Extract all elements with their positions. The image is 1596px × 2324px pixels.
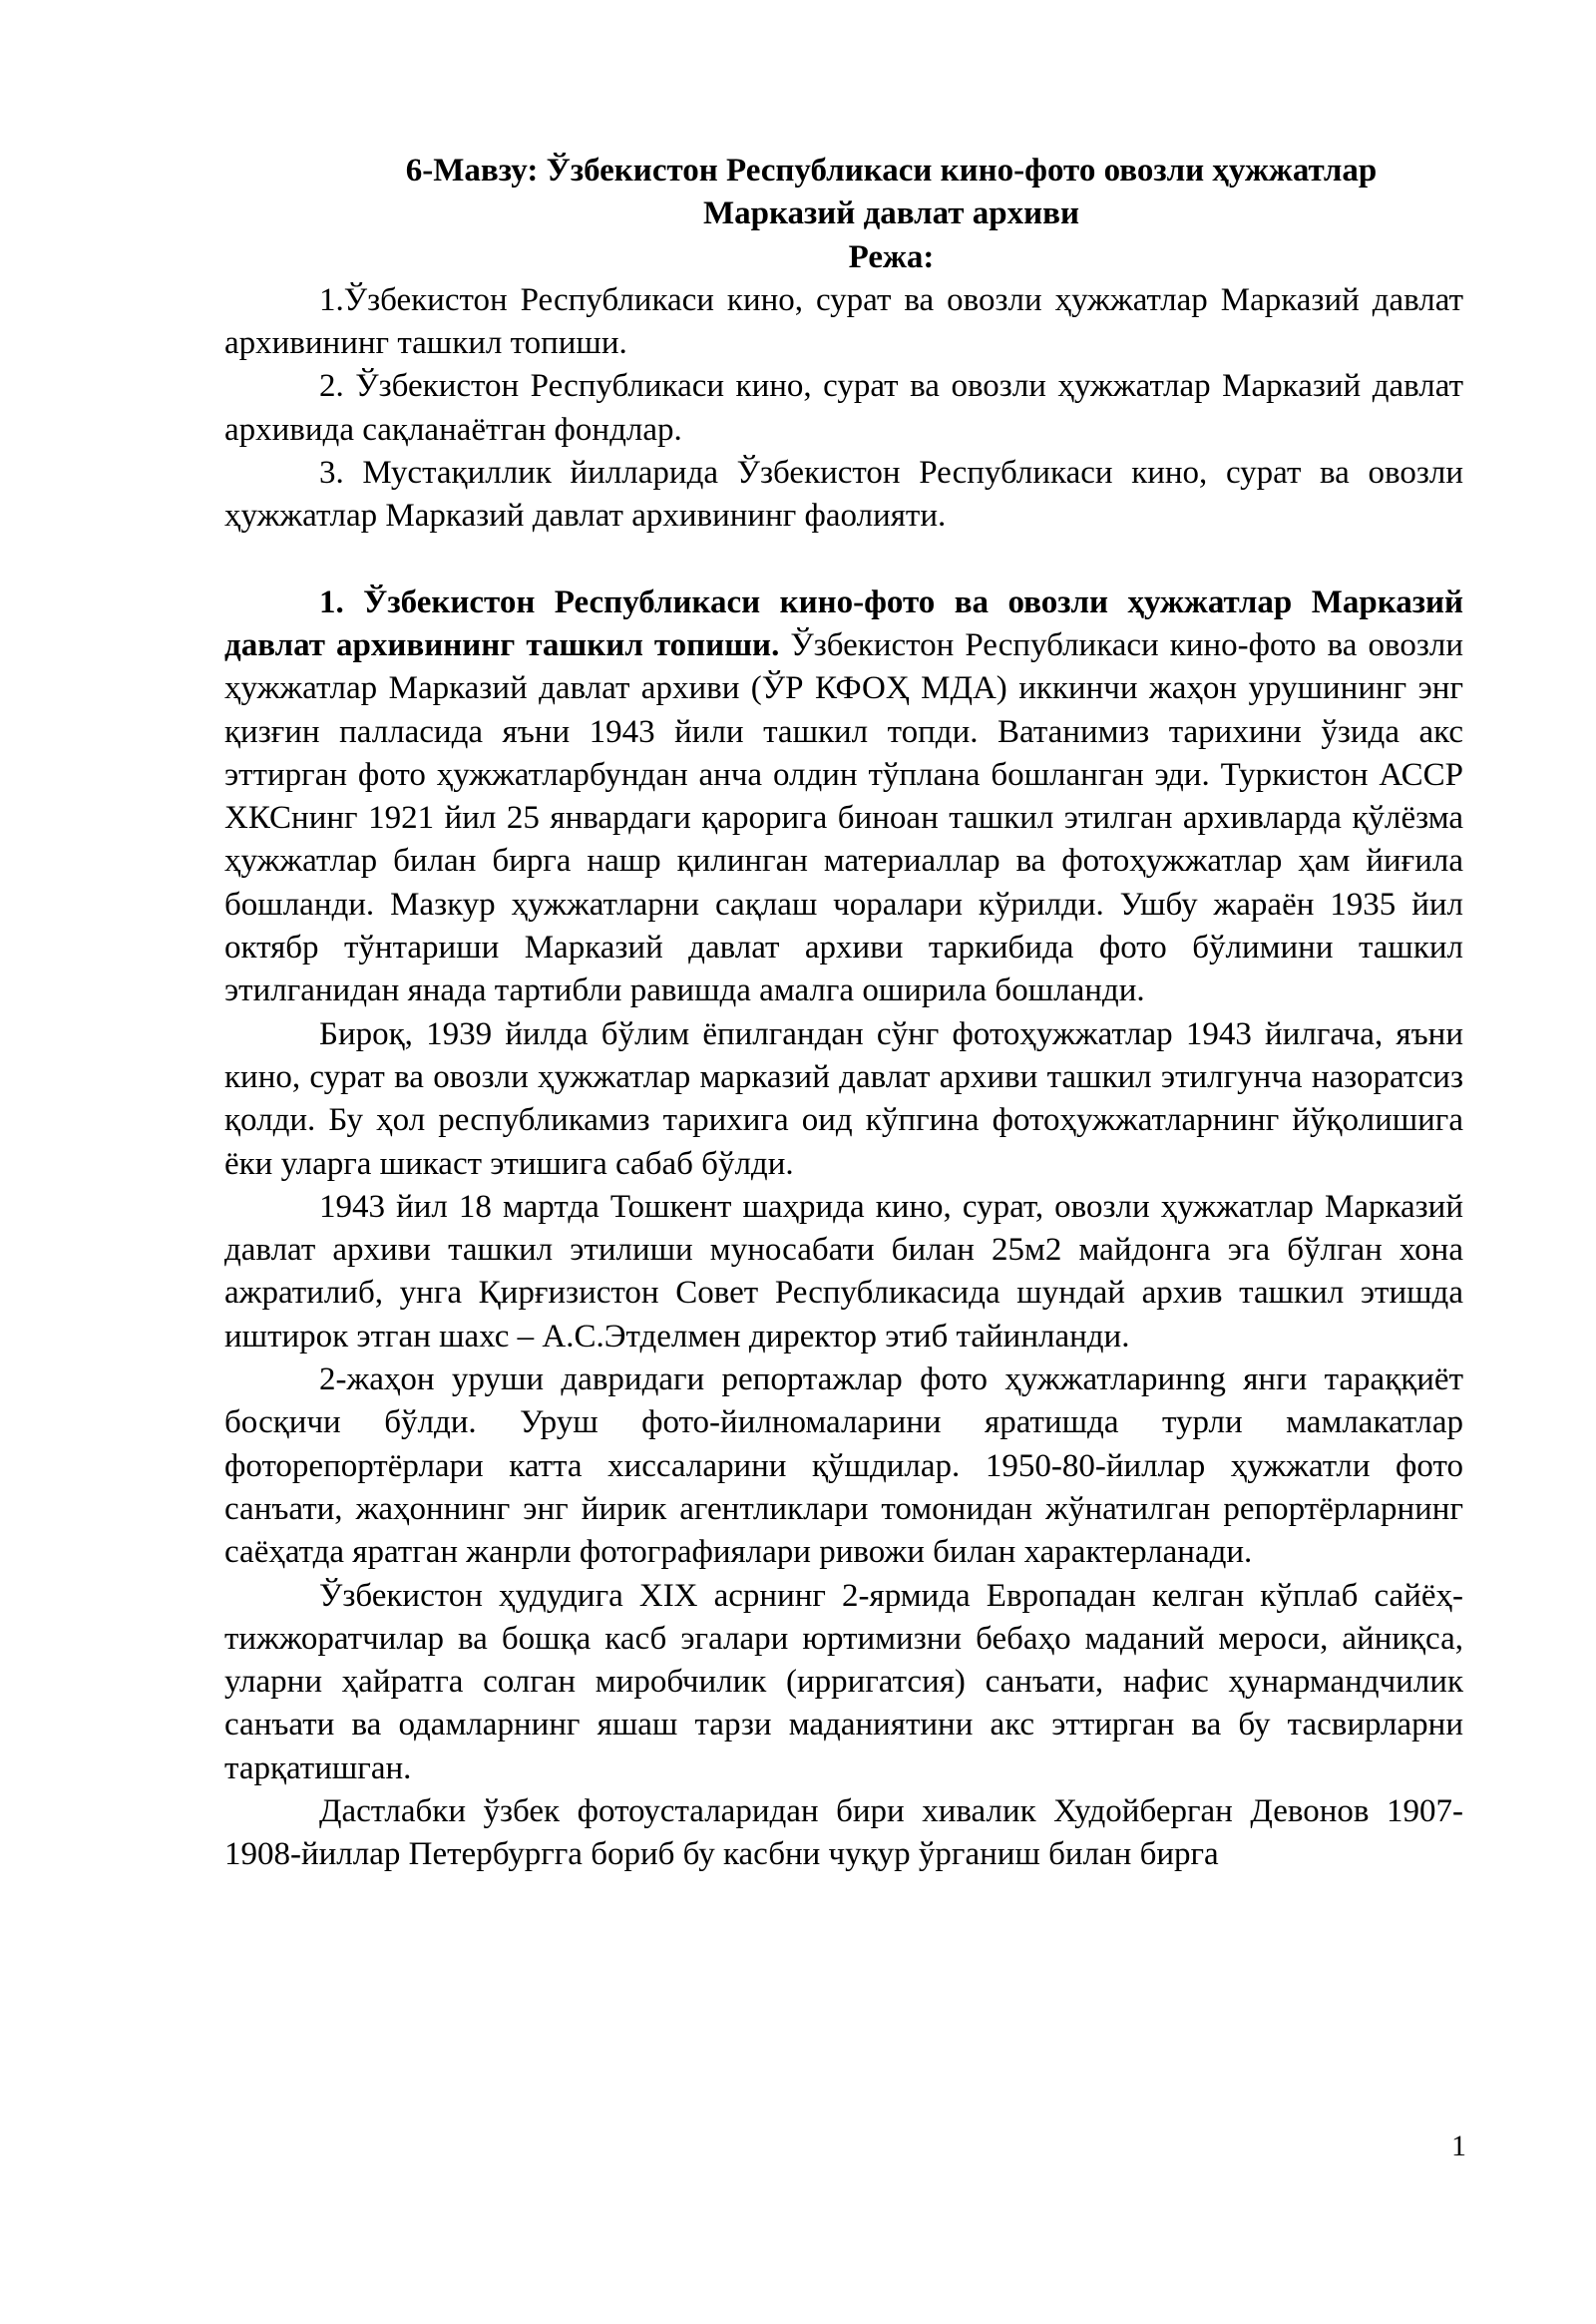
page-number: 1 (1451, 2130, 1466, 2162)
body-paragraph: 2-жаҳон уруши давридаги репортажлар фото ҳужжатларинng янги тараққиёт босқичи бўлди. Уруш фото-йилномаларини яратишда турли мамлакатлар фоторепортёрлари катта хиссаларини қўшдилар. 1950-80-йиллар ҳужжатли фото санъати, жаҳоннинг энг йирик агентликлари томонидан жўнатилган репортёрларнинг саёҳатда яратган жанрли фотографиялари ривожи билан характерланади. (224, 1361, 1463, 1571)
plan-item: 1.Ўзбекистон Республикаси кино, сурат ва овозли ҳужжатлар Марказий давлат архивининг ташкил топиши. (224, 281, 1463, 362)
body-paragraph: Дастлабки ўзбек фотоусталаридан бири хивалик Худойберган Девонов 1907-1908-йиллар Петербургга бориб бу касбни чуқур ўрганиш билан бирга (224, 1792, 1463, 1873)
blank-line (224, 539, 1463, 581)
document-title-line-2: Марказий давлат архиви (703, 195, 1079, 232)
section-1-heading: 1. Ўзбекистон Республикаси кино-фото ва овозли ҳужжатлар Марказий давлат архивининг ташкил топиши. (224, 583, 1463, 663)
document-title-line-1: 6-Мавзу: Ўзбекистон Республикаси кино-фото овозли ҳужжатлар (405, 153, 1378, 189)
body-paragraph: Бироқ, 1939 йилда бўлим ёпилгандан сўнг фотоҳужжатлар 1943 йилгача, яъни кино, сурат ва овозли ҳужжатлар марказий давлат архиви ташкил этилгунча назоратсиз қолди. Бу ҳол республикамиз тарихига оид кўпгина фотоҳужжатларнинг йўқолишига ёки уларга шикаст этишига сабаб бўлди. (224, 1015, 1463, 1182)
section-1-text: Ўзбекистон Республикаси кино-фото ва овозли ҳужжатлар Марказий давлат архиви (ЎР КФОҲ МДА) иккинчи жаҳон урушининг энг қизғин палласида яъни 1943 йили ташкил топди. Ватанимиз тарихини ўзида акс эттирган фото ҳужжатларбундан анча олдин тўплана бошланган эди. Туркистон АССР ХКСнинг 1921 йил 25 январдаги қарорига биноан ташкил этилган архивларда қўлёзма ҳужжатлар билан бирга нашр қилинган материаллар ва фотоҳужжатлар ҳам йиғила бошланди. Мазкур ҳужжатларни сақлаш чоралари кўрилди. Ушбу жараён 1935 йил октябр тўнтариши Марказий давлат архиви таркибида фото бўлимини ташкил этилганидан янада тартибли равишда амалга оширила бошланди. (224, 626, 1463, 1009)
plan-item: 3. Мустақиллик йилларида Ўзбекистон Республикаси кино, сурат ва овозли ҳужжатлар Марказий давлат архивининг фаолияти. (224, 455, 1463, 535)
document-body (224, 150, 1463, 1877)
section-1-paragraph (224, 581, 1463, 1013)
body-paragraph: Ўзбекистон ҳудудига XIX асрнинг 2-ярмида Европадан келган кўплаб сайёҳ-тижжоратчилар ва бошқа касб эгалари юртимизни бебаҳо маданий мероси, айниқса, уларни ҳайратга солган миробчилик (ирригатсия) санъати, нафис ҳунармандчилик санъати ва одамларнинг яшаш тарзи маданиятини акс эттирган ва бу тасвирларни тарқатишган. (224, 1577, 1463, 1786)
plan-heading: Режа: (848, 238, 935, 275)
plan-item: 2. Ўзбекистон Республикаси кино, сурат ва овозли ҳужжатлар Марказий давлат архивида сақланаётган фондлар. (224, 368, 1463, 448)
body-paragraph: 1943 йил 18 мартда Тошкент шаҳрида кино, сурат, овозли ҳужжатлар Марказий давлат архиви ташкил этилиши муносабати билан 25м2 майдонга эга бўлган хона ажратилиб, унга Қирғизистон Совет Республикасида шундай архив ташкил этишда иштирок этган шахс – А.С.Этделмен директор этиб тайинланди. (224, 1188, 1463, 1355)
